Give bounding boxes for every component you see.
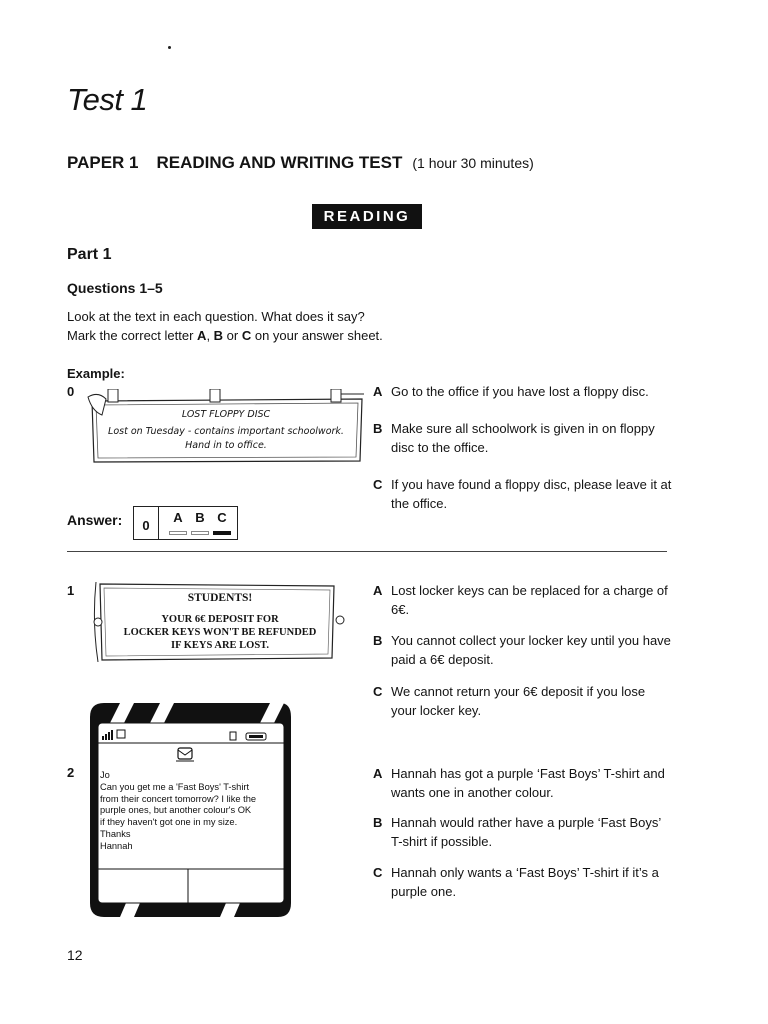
lost-floppy-notice (86, 389, 366, 469)
students-notice (92, 582, 348, 662)
option-text: Make sure all schoolwork is given in on floppy disc to the office. (391, 421, 655, 455)
message-line: Thanks (100, 828, 131, 839)
answer-grid (133, 506, 238, 540)
answer-label: Answer: (67, 512, 123, 528)
question-1-option-a (373, 581, 673, 619)
instructions-text-end: on your answer sheet. (251, 328, 383, 343)
option-letter: B (373, 633, 383, 648)
answer-letter-b: B (195, 510, 205, 525)
paper-duration: (1 hour 30 minutes) (412, 155, 534, 171)
instructions-line-1: Look at the text in each question. What does it say? (67, 309, 365, 324)
notice-line-3: LOCKER KEYS WON'T BE REFUNDED (123, 627, 317, 638)
notice-heading: STUDENTS! (187, 592, 253, 604)
section-badge: READING (312, 204, 422, 229)
part-heading: Part 1 (67, 246, 112, 263)
message-line: Can you get me a 'Fast Boys' T-shirt (100, 781, 250, 792)
example-option-b (373, 419, 673, 457)
option-text: Hannah has got a purple ‘Fast Boys’ T-shirt and wants one in another colour. (391, 766, 665, 800)
notice-heading: LOST FLOPPY DISC (181, 409, 271, 420)
option-letter: C (373, 477, 383, 492)
answer-letter-a: A (173, 510, 183, 525)
example-number: 0 (67, 384, 75, 399)
question-1-option-b (373, 631, 673, 669)
answer-mark-a (169, 531, 187, 535)
option-letter: A (373, 384, 383, 399)
notice-line-4: IF KEYS ARE LOST. (170, 640, 270, 651)
paper-name: READING AND WRITING TEST (156, 153, 403, 172)
question-2-option-a (373, 764, 673, 802)
option-letter: A (373, 583, 383, 598)
message-line: purple ones, but another colour's OK (100, 805, 252, 816)
option-text: Go to the office if you have lost a floppy disc. (391, 384, 649, 399)
option-letter: C (373, 684, 383, 699)
question-2-option-c (373, 863, 673, 901)
answer-number: 0 (134, 507, 159, 539)
example-label: Example: (67, 366, 125, 381)
notice-line-2: YOUR 6€ DEPOSIT FOR (161, 614, 279, 625)
letter-a: A (197, 328, 207, 343)
notice-line-3: Hand in to office. (185, 440, 267, 451)
letter-b: B (213, 328, 224, 343)
paper-label: PAPER 1 (67, 153, 139, 172)
instructions-comma: , (206, 328, 214, 343)
example-option-a (373, 382, 673, 401)
stray-dot (168, 46, 171, 49)
message-line: from their concert tomorrow? I like the (100, 793, 257, 804)
option-letter: A (373, 766, 383, 781)
option-text: Hannah only wants a ‘Fast Boys’ T-shirt if it’s a purple one. (391, 865, 659, 899)
option-text: You cannot collect your locker key until you have paid a 6€ deposit. (391, 633, 671, 667)
answer-letter-c: C (217, 510, 227, 525)
option-text: We cannot return your 6€ deposit if you lose your locker key. (391, 684, 646, 718)
question-1-number: 1 (67, 583, 75, 598)
option-text: Lost locker keys can be replaced for a charge of 6€. (391, 583, 668, 617)
page-number: 12 (67, 947, 83, 963)
message-line: Jo (100, 770, 110, 780)
instructions-or: or (223, 328, 242, 343)
page-title: Test 1 (67, 82, 148, 117)
option-text: Hannah would rather have a purple ‘Fast Boys’ T-shirt if possible. (391, 815, 661, 849)
answer-mark-b (191, 531, 209, 535)
option-text: If you have found a floppy disc, please leave it at the office. (391, 477, 672, 511)
instructions-line-2 (67, 328, 383, 343)
section-divider (67, 551, 667, 552)
instructions-text: Mark the correct letter (67, 328, 198, 343)
message-line: if they haven't got one in my size. (100, 817, 238, 828)
option-letter: B (373, 815, 383, 830)
question-2-option-b (373, 813, 673, 851)
answer-mark-c (213, 531, 231, 535)
question-2-number: 2 (67, 765, 75, 780)
example-option-c (373, 475, 673, 513)
option-letter: B (373, 421, 383, 436)
questions-heading: Questions 1–5 (67, 280, 163, 296)
option-letter: C (373, 865, 383, 880)
paper-heading (67, 153, 534, 173)
letter-c: C (241, 328, 252, 343)
notice-line-2: Lost on Tuesday - contains important schoolwork. (108, 426, 344, 437)
text-message (100, 770, 280, 853)
question-1-option-c (373, 682, 673, 720)
message-line: Hannah (100, 840, 133, 851)
